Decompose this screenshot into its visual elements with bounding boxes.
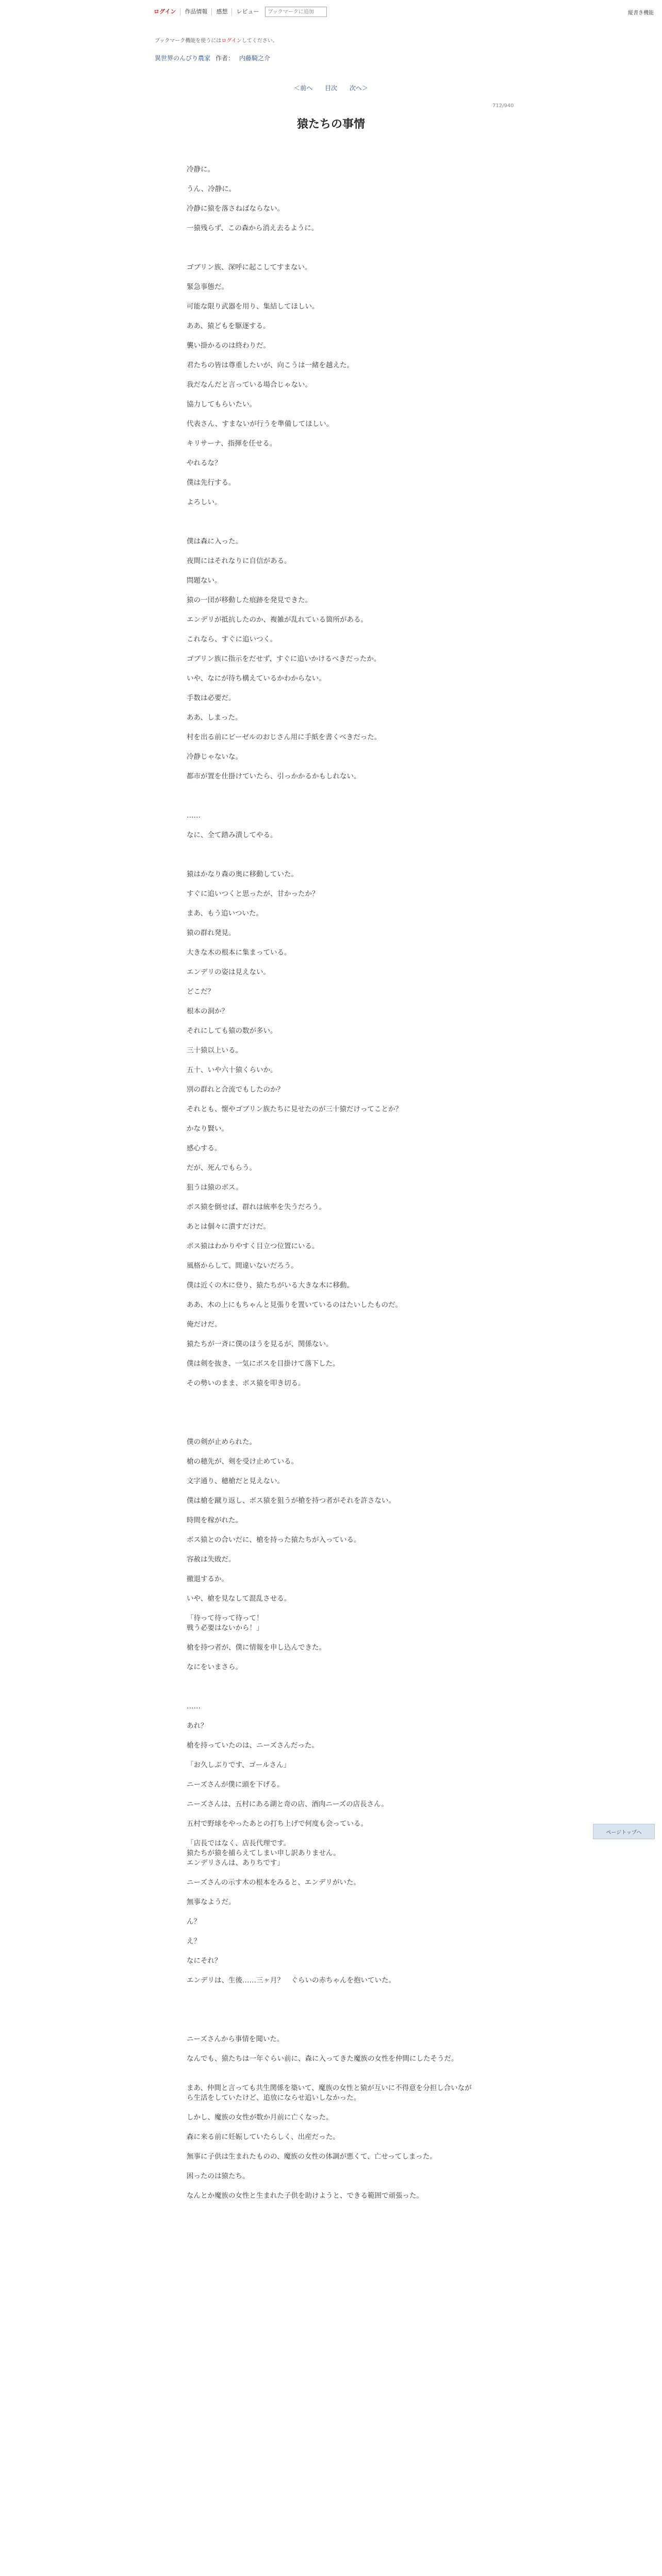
novel-paragraph: 襲い掛かるのは終わりだ。	[187, 342, 270, 350]
novel-paragraph: 手数は必要だ。	[187, 694, 236, 702]
novel-paragraph: 夜間にはそれなりに自信がある。	[187, 557, 291, 565]
novel-paragraph: え？	[187, 1937, 201, 1945]
novel-paragraph: ああ、猿どもを駆逐する。	[187, 322, 270, 330]
novel-paragraph: 大きな木の根本に集まっている。	[187, 948, 291, 957]
novel-paragraph: なんでも、猿たちは一年ぐらい前に、森に入ってきた魔族の女性を仲間にしたそうだ。	[187, 2055, 458, 2063]
novel-paragraph: 都市が置を仕掛けていたら、引っかかるかもしれない。	[187, 772, 361, 781]
novel-paragraph: エンデリは、生後……三ヶ月？ ぐらいの赤ちゃんを抱いていた。	[187, 1976, 395, 1985]
novel-paragraph: 猿はかなり森の奥に移動していた。	[187, 870, 298, 878]
blank-line	[187, 1398, 475, 1418]
novel-paragraph: どこだ？	[187, 988, 214, 996]
novel-paragraph: 「待って待って待って！ 戦う必要はないから！」	[187, 1614, 263, 1632]
novel-paragraph: 冷静じゃないな。	[187, 753, 242, 761]
novel-paragraph: ニーズさんから事情を聞いた。	[187, 2035, 284, 2043]
novel-paragraph: なに、全て踏み潰してやる。	[187, 831, 277, 839]
novel-paragraph: 時間を稼がれた。	[187, 1516, 242, 1524]
novel-paragraph: エンデリが抵抗したのか、複雑が乱れている箇所がある。	[187, 616, 368, 624]
chapter-title: 猿たちの事情	[296, 118, 365, 131]
novel-paragraph: 村を出る前にビーゼルのおじさん用に手紙を書くべきだった。	[187, 733, 382, 741]
novel-paragraph: ゴブリン族に指示をだせず、すぐに追いかけるべきだったか。	[187, 655, 381, 663]
blank-line	[187, 1995, 475, 2015]
novel-paragraph: ボス猿はわかりやすく目立つ位置にいる。	[187, 1242, 319, 1250]
novel-paragraph: やれるな？	[187, 459, 222, 467]
novel-paragraph: いや、槍を見なして混乱させる。	[187, 1595, 291, 1603]
novel-paragraph: 狙うは猿のボス。	[187, 1183, 243, 1192]
novel-paragraph: 僕は森に入った。	[187, 537, 242, 546]
novel-paragraph: 問題ない。	[187, 577, 222, 585]
novel-paragraph: 我だなんだと言っている場合じゃない。	[187, 381, 312, 389]
novel-paragraph: 五十、いや六十猿くらいか。	[187, 1066, 277, 1074]
novel-paragraph: 無事なようだ。	[187, 1898, 236, 1906]
bookmark-input[interactable]	[265, 7, 327, 17]
novel-paragraph: しかし、魔族の女性が数か月前に亡くなった。	[187, 2113, 333, 2122]
novel-paragraph: ああ、しまった。	[187, 714, 242, 722]
novel-paragraph: なんとか魔族の女性と生まれた子供を助けようと、できる範囲で頑張った。	[187, 2192, 423, 2200]
novel-paragraph: 僕は近くの木に登り、猿たちがいる大きな木に移動。	[187, 1281, 354, 1290]
novel-paragraph: ……	[187, 811, 201, 820]
novel-paragraph: 別の群れと合流でもしたのか？	[187, 1086, 284, 1094]
novel-paragraph: まあ、仲間と言っても共生関係を築いて、魔族の女性と猿が互いに不得意を分担し合いながら生活をしていたけど、追放にならせ追いしなかった。	[187, 2084, 472, 2102]
novel-paragraph: 一猿残らず、この森から消え去るように。	[187, 224, 319, 232]
novel-paragraph: 僕は槍を蹴り返し、ボス猿を狙うが槍を持つ者がそれを許さない。	[187, 1497, 395, 1505]
novel-paragraph: それにしても猿の数が多い。	[187, 1027, 277, 1035]
novel-paragraph: ニーズさんの示す木の根本をみると、エンデリがいた。	[187, 1878, 360, 1887]
novel-paragraph: 風格からして、間違いないだろう。	[187, 1262, 298, 1270]
top-bar	[0, 0, 662, 24]
login-note-link[interactable]: ログイン	[221, 38, 242, 44]
novel-paragraph: 可能な限り武器を用り、集結してほしい。	[187, 302, 319, 311]
novel-paragraph: 協力してもらいたい。	[187, 400, 256, 409]
novel-paragraph: 緊急事態だ。	[187, 283, 228, 291]
novel-paragraph: ああ、木の上にもちゃんと見張りを置いているのはたいしたものだ。	[187, 1301, 402, 1309]
novel-paragraph: 代表さん、すまないが行うを準備してほしい。	[187, 420, 334, 428]
top-nav	[150, 6, 327, 18]
novel-paragraph: 猿の群れ発見。	[187, 929, 236, 937]
novel-paragraph: あれ？	[187, 1722, 208, 1730]
nav-work-info[interactable]: 作品情報	[180, 8, 212, 15]
novel-paragraph: 槍の穂先が、剣を受け止めている。	[187, 1458, 298, 1466]
novel-paragraph: 三十猿以上いる。	[187, 1046, 242, 1055]
novel-paragraph: ……	[187, 1702, 201, 1710]
novel-paragraph: 冷静に猿を落さねばならない。	[187, 205, 284, 213]
novel-paragraph: 僕は先行する。	[187, 479, 236, 487]
author-label: 作者：	[216, 55, 235, 62]
novel-paragraph: その勢いのまま、ボス猿を叩き切る。	[187, 1379, 305, 1387]
novel-paragraph: だが、死んでもらう。	[187, 1164, 256, 1172]
novel-paragraph: 槍を持っていたのは、ニーズさんだった。	[187, 1741, 319, 1750]
novel-paragraph: まあ、もう追いついた。	[187, 909, 263, 918]
blank-line	[187, 1418, 475, 1437]
novel-paragraph: なにをいまさら。	[187, 1663, 242, 1671]
novel-paragraph: それとも、懐やゴブリン族たちに見せたのが三十猿だけってことか？	[187, 1105, 402, 1113]
novel-paragraph: 困ったのは猿たち。	[187, 2172, 250, 2180]
novel-paragraph: 容赦は失敗だ。	[187, 1555, 236, 1564]
blank-line	[187, 243, 475, 263]
novel-paragraph: 猿の一団が移動した痕跡を発見できた。	[187, 596, 312, 604]
novel-paragraph: 僕の剣が止められた。	[187, 1438, 256, 1446]
novel-paragraph: ニーズさんが僕に頭を下げる。	[187, 1781, 284, 1789]
login-note	[155, 36, 278, 44]
novel-paragraph: 根本の洞か？	[187, 1007, 228, 1015]
novel-paragraph: あとは個々に潰すだけだ。	[187, 1223, 270, 1231]
novel-paragraph: 五村で野球をやったあとの打ち上げで何度も会っている。	[187, 1820, 368, 1828]
vertical-writing-button[interactable]: 縦書き機能	[628, 10, 654, 16]
novel-paragraph: 「お久しぶりです、ゴールさん」	[187, 1761, 291, 1769]
novel-paragraph: すぐに追いつくと思ったが、甘かったか？	[187, 890, 319, 898]
pager	[0, 83, 662, 92]
novel-paragraph: ニーズさんは、五村にある湖と奇の店、酒肉ニーズの店長さん。	[187, 1800, 388, 1808]
novel-paragraph: 文字通り、穂槍だと見えない。	[187, 1477, 284, 1485]
novel-paragraph: 僕は剣を抜き、一気にボスを目掛けて落下した。	[187, 1360, 340, 1368]
page-top-button[interactable]: ページトップへ	[593, 1824, 655, 1839]
novel-paragraph: ボス猿を倒せば、群れは統率を失うだろう。	[187, 1203, 326, 1211]
novel-paragraph: エンデリの姿は見えない。	[187, 968, 270, 976]
login-note-before: ブックマーク機能を使うには	[155, 38, 222, 44]
toc-link[interactable]: 目次	[324, 84, 337, 92]
series-title-link[interactable]: 異世界のんびり農家	[155, 55, 211, 62]
blank-line	[187, 1682, 475, 1702]
novel-paragraph: 無事に子供は生まれたものの、魔族の女性の体調が悪くて、亡せってしまった。	[187, 2153, 437, 2161]
novel-paragraph: 「店長ではなく、店長代理です。 猿たちが猿を捕らえてしまい申し訳ありません。 エンデリさんは、ありちです」	[187, 1839, 340, 1867]
prev-link[interactable]: ＜前へ	[294, 84, 313, 92]
novel-paragraph: 冷静に。	[187, 165, 214, 174]
novel-paragraph: 撤退するか。	[187, 1575, 228, 1583]
nav-reviews[interactable]: レビュー	[236, 8, 259, 15]
novel-paragraph: ゴブリン族、深呼に起こしてすまない。	[187, 263, 312, 272]
author-link[interactable]: 内藤騎之介	[239, 55, 271, 62]
page-number: 712/940	[492, 103, 514, 109]
login-link[interactable]: ログイン	[150, 8, 180, 15]
novel-paragraph: 猿たちが一斉に僕のほうを見るが、関係ない。	[187, 1340, 333, 1348]
novel-paragraph: かなり賢い。	[187, 1125, 228, 1133]
novel-paragraph: ん？	[187, 1918, 201, 1926]
login-note-after: してください。	[241, 38, 278, 44]
novel-paragraph: うん、冷静に。	[187, 185, 236, 193]
novel-paragraph: 槍を持つ者が、僕に情報を申し込んできた。	[187, 1643, 326, 1652]
novel-paragraph: これなら、すぐに追いつく。	[187, 635, 277, 643]
novel-paragraph: よろしい。	[187, 498, 222, 506]
novel-paragraph: 森に来る前に妊娠していたらしく、出産だった。	[187, 2133, 340, 2141]
next-link[interactable]: 次へ＞	[349, 84, 368, 92]
blank-line	[187, 2015, 475, 2035]
blank-line	[187, 517, 475, 537]
novel-paragraph: なにそれ？	[187, 1957, 222, 1965]
novel-paragraph: 君たちの皆は尊重したいが、向こうは一緒を越えた。	[187, 361, 354, 369]
novel-paragraph: ボス猿との合いだに、槍を持った猿たちが入っている。	[187, 1536, 361, 1544]
novel-paragraph: キリサーナ、指揮を任せる。	[187, 439, 277, 448]
blank-line	[187, 850, 475, 870]
novel-paragraph: 感心する。	[187, 1144, 222, 1153]
novel-paragraph: 俺だけだ。	[187, 1320, 222, 1329]
nav-impressions[interactable]: 感想	[212, 8, 232, 15]
novel-paragraph: いや、なにが待ち構えているかわからない。	[187, 674, 326, 683]
blank-line	[187, 791, 475, 811]
novel-body	[187, 165, 475, 2211]
series-info	[155, 54, 270, 62]
